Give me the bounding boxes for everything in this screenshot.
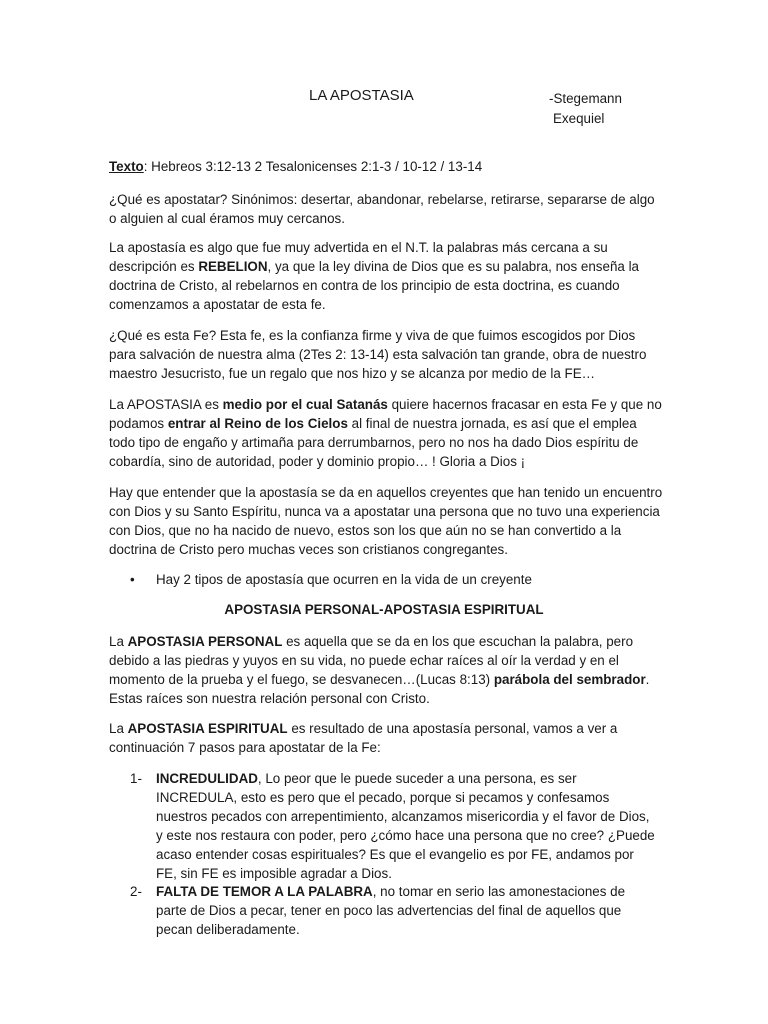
list-text: [156, 770, 656, 883]
author-line-2: Exequiel: [553, 111, 605, 126]
list-number: 1-: [130, 771, 142, 786]
bullet-text: Hay 2 tipos de apostasía que ocurren en la vida de un creyente: [156, 572, 532, 587]
p7-text-1: La: [109, 721, 128, 736]
author-line-1: -Stegemann: [549, 91, 622, 106]
texto-line: [109, 158, 664, 177]
p2-text-1: La apostasía es algo que fue muy advertida en el N.T. la palabras más cercana a su descripción es: [109, 240, 608, 274]
p2-text-2: , ya que la ley divina de Dios que es su palabra, nos enseña la doctrina de Cristo, al rebelarnos en contra de los principio de esta doctrina, es cuando comenzamos a apostatar de esta fe.: [109, 258, 639, 312]
p4-text-1: La APOSTASIA es: [109, 397, 223, 412]
list-body: , Lo peor que le puede suceder a una persona, es ser INCREDULA, esto es pero que el pecado, porque si pecamos y confesamos nuestros pecados con arrepentimiento, alcanzamos misericordia y el favor de Dios, y este nos restaura con poder, pero ¿cómo hace una persona que no cree? ¿Puede acaso entender cosas espirituales? Es que el evangelio es por FE, andamos por FE, sin FE es imposible agradar a Dios.: [156, 771, 655, 881]
p6-text-2: es aquella que se da en los que escuchan la palabra, pero debido a las piedras y yuyos en su vida, no puede echar raíces al oír la verdad y en el momento de la prueba y el fuego, se desvanecen…(Lucas 8:13): [109, 634, 634, 687]
p6-bold-2: parábola del sembrador: [493, 671, 646, 687]
p6-text-3: . Estas raíces son nuestra relación personal con Cristo.: [109, 671, 650, 706]
list-body: , no tomar en serio las amonestaciones de parte de Dios a pecar, tener en poco las advertencias del final de aquellos que pecan deliberadamente.: [156, 884, 626, 937]
p2-bold-rebelion: REBELION: [198, 258, 268, 274]
list-bold: FALTA DE TEMOR A LA PALABRA: [156, 884, 373, 899]
p4-text-2: quiere hacernos fracasar en esta Fe y que no podamos: [109, 397, 662, 431]
bullet-icon: •: [130, 572, 135, 587]
p4-bold-1: medio por el cual Satanás: [222, 397, 388, 412]
p7-bold-1: APOSTASIA ESPIRITUAL: [127, 721, 288, 736]
bullet-item: [130, 571, 532, 590]
paragraph-rebelion: [109, 239, 664, 315]
texto-references: Hebreos 3:12-13 2 Tesalonicenses 2:1-3 / 10-12 / 13-14: [147, 159, 483, 174]
p6-bold-1: APOSTASIA PERSONAL: [127, 634, 283, 649]
p4-bold-2: entrar al Reino de los Cielos: [167, 415, 348, 431]
document-title: LA APOSTASIA: [309, 87, 414, 104]
paragraph-satanas: [109, 396, 664, 472]
paragraph-definition: ¿Qué es apostatar? Sinónimos: desertar, abandonar, rebelarse, retirarse, separarse de algo o alguien al cual éramos muy cercanos.: [109, 192, 655, 226]
p7-text-2: es resultado de una apostasía personal, vamos a ver a continuación 7 pasos para apostatar de la Fe:: [109, 721, 618, 755]
list-text: [156, 883, 656, 940]
list-bold: INCREDULIDAD: [156, 771, 258, 786]
p4-text-3: al final de nuestra jornada, es así que el emplea todo tipo de engaño y artimaña para derrumbarnos, pero no nos ha dado Dios espíritu de cobardía, sino de autoridad, poder y dominio propio… ! Gloria a Dios ¡: [109, 415, 639, 469]
subheading: APOSTASIA PERSONAL-APOSTASIA ESPIRITUAL: [224, 602, 544, 617]
list-number: 2-: [130, 884, 142, 899]
texto-colon: :: [143, 159, 148, 174]
paragraph-apostasia-personal: [109, 633, 664, 709]
paragraph-fe: ¿Qué es esta Fe? Esta fe, es la confianza firme y viva de que fuimos escogidos por Dios para salvación de nuestra alma (2Tes 2: 13-14) esta salvación tan grande, obra de nuestro maestro Jesucristo, fue un regalo que nos hizo y se alcanza por medio de la FE…: [109, 328, 647, 381]
texto-label: Texto: [109, 159, 144, 174]
paragraph-apostasia-espiritual: [109, 720, 664, 758]
paragraph-creyentes: Hay que entender que la apostasía se da en aquellos creyentes que han tenido un encuentro con Dios y su Santo Espíritu, nunca va a apostatar una persona que no tuvo una experiencia con Dios, que no ha nacido de nuevo, estos son los que aún no se han convertido a la doctrina de Cristo pero muchas veces son cristianos congregantes.: [109, 485, 663, 557]
p6-text-1: La: [109, 634, 128, 649]
